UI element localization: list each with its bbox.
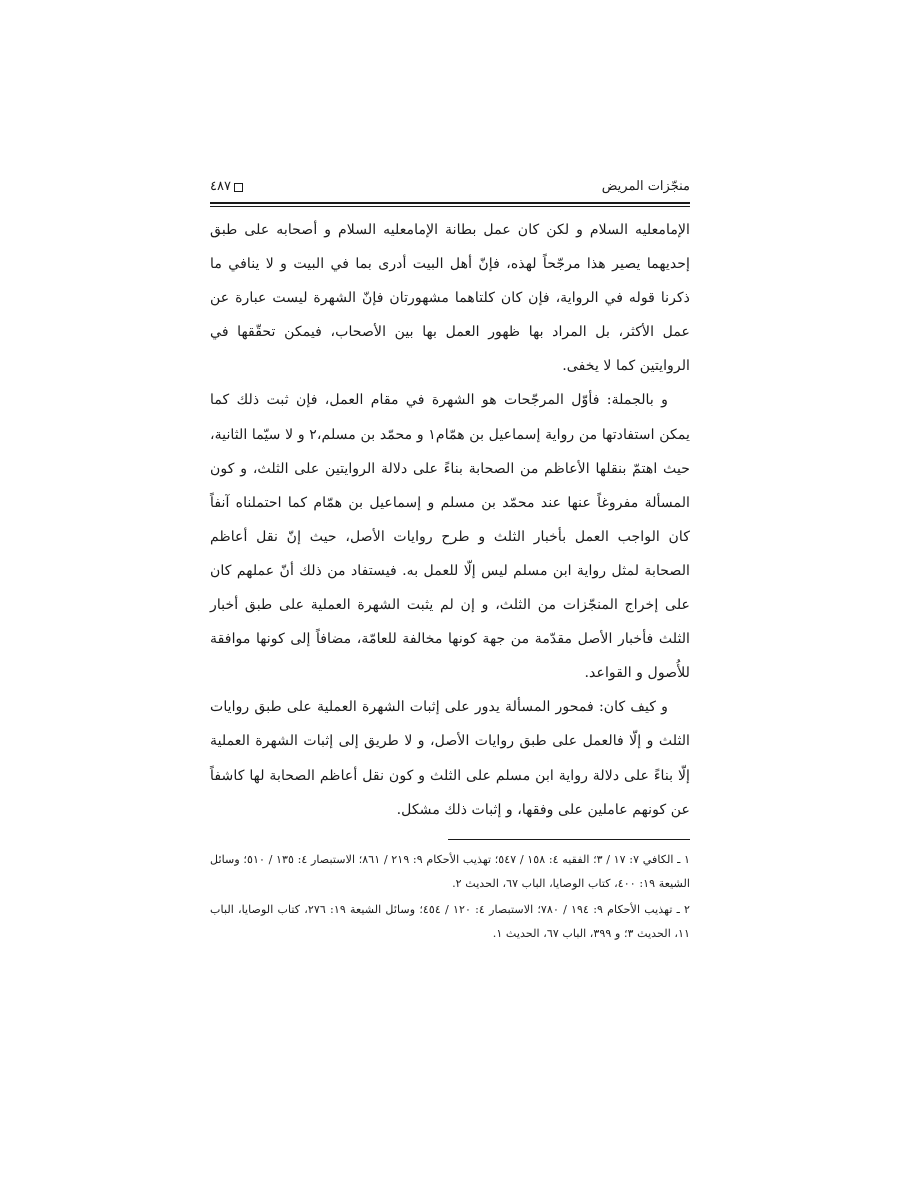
paragraph-3: و كيف كان: فمحور المسألة يدور على إثبات الشهرة العملية على طبق روايات الثلث و إلّا فالعمل على طبق روايات الأصل، و لا طريق إلى إثبات الشهرة العملية إلّا بناءً على دلالة رواية ابن مسلم على الثلث و كون نقل أعاظم الصحابة لها كاشفاً عن كونهم عاملين على وفقها، و إثبات ذلك مشكل.: [210, 699, 690, 818]
page-header: [210, 176, 690, 198]
running-title: منجّزات المريض: [601, 179, 690, 194]
footnotes: [210, 848, 690, 946]
paragraph-2: و بالجملة: فأوّل المرجّحات هو الشهرة في مقام العمل، فإن ثبت ذلك كما يمكن استفادتها من رواية إسماعيل بن همّام١ و محمّد بن مسلم،٢ و لا سيّما الثانية، حيث اهتمّ بنقلها الأعاظم من الصحابة بناءً على دلالة الروايتين على الثلث، و كون المسألة مفروغاً عنها عند محمّد بن مسلم و إسماعيل بن همّام كما احتملناه آنفاً كان الواجب العمل بأخبار الثلث و طرح روايات الأصل، حيث إنّ نقل أعاظم الصحابة لمثل رواية ابن مسلم ليس إلّا للعمل به. فيستفاد من ذلك أنّ عملهم كان على إخراج المنجّزات من الثلث، و إن لم يثبت الشهرة العملية على طبق أخبار الثلث فأخبار الأصل مقدّمة من جهة كونها مخالفة للعامّة، مضافاً إلى كونها موافقة للأُصول و القواعد.: [210, 392, 690, 682]
footnote-2: ٢ ـ تهذيب الأحكام ٩: ١٩٤ / ٧٨٠؛ الاستبصار ٤: ١٢٠ / ٤٥٤؛ وسائل الشيعة ١٩: ٢٧٦، كتاب الوصايا، الباب ١١، الحديث ٣؛ و ٣٩٩، الباب ٦٧، الحديث ١.: [210, 902, 691, 940]
page-number-group: [210, 176, 243, 198]
header-double-rule: [210, 202, 690, 207]
main-text: [210, 213, 690, 827]
book-page: [210, 176, 690, 948]
page-number: ٤٨٧: [210, 179, 231, 194]
square-bullet-icon: [234, 183, 243, 192]
paragraph-1: الإمامعليه السلام و لكن كان عمل بطانة الإمامعليه السلام و أصحابه على طبق إحديهما يصير هذا مرجّحاً لهذه، فإنّ أهل البيت أدرى بما في البيت و لا ينافي ما ذكرنا قوله في الرواية، فإن كان كلتاهما مشهورتان فإنّ الشهرة ليست عبارة عن عمل الأكثر، بل المراد بها ظهور العمل بها بين الأصحاب، فيمكن تحقّقها في الروايتين كما لا يخفى.: [210, 222, 690, 375]
footnote-1: ١ ـ الكافي ٧: ١٧ / ٣؛ الفقيه ٤: ١٥٨ / ٥٤٧؛ تهذيب الأحكام ٩: ٢١٩ / ٨٦١؛ الاستبصار ٤: ١٣٥ / ٥١٠؛ وسائل الشيعة ١٩: ٤٠٠، كتاب الوصايا، الباب ٦٧، الحديث ٢.: [210, 852, 690, 890]
footnote-separator: [448, 839, 690, 840]
